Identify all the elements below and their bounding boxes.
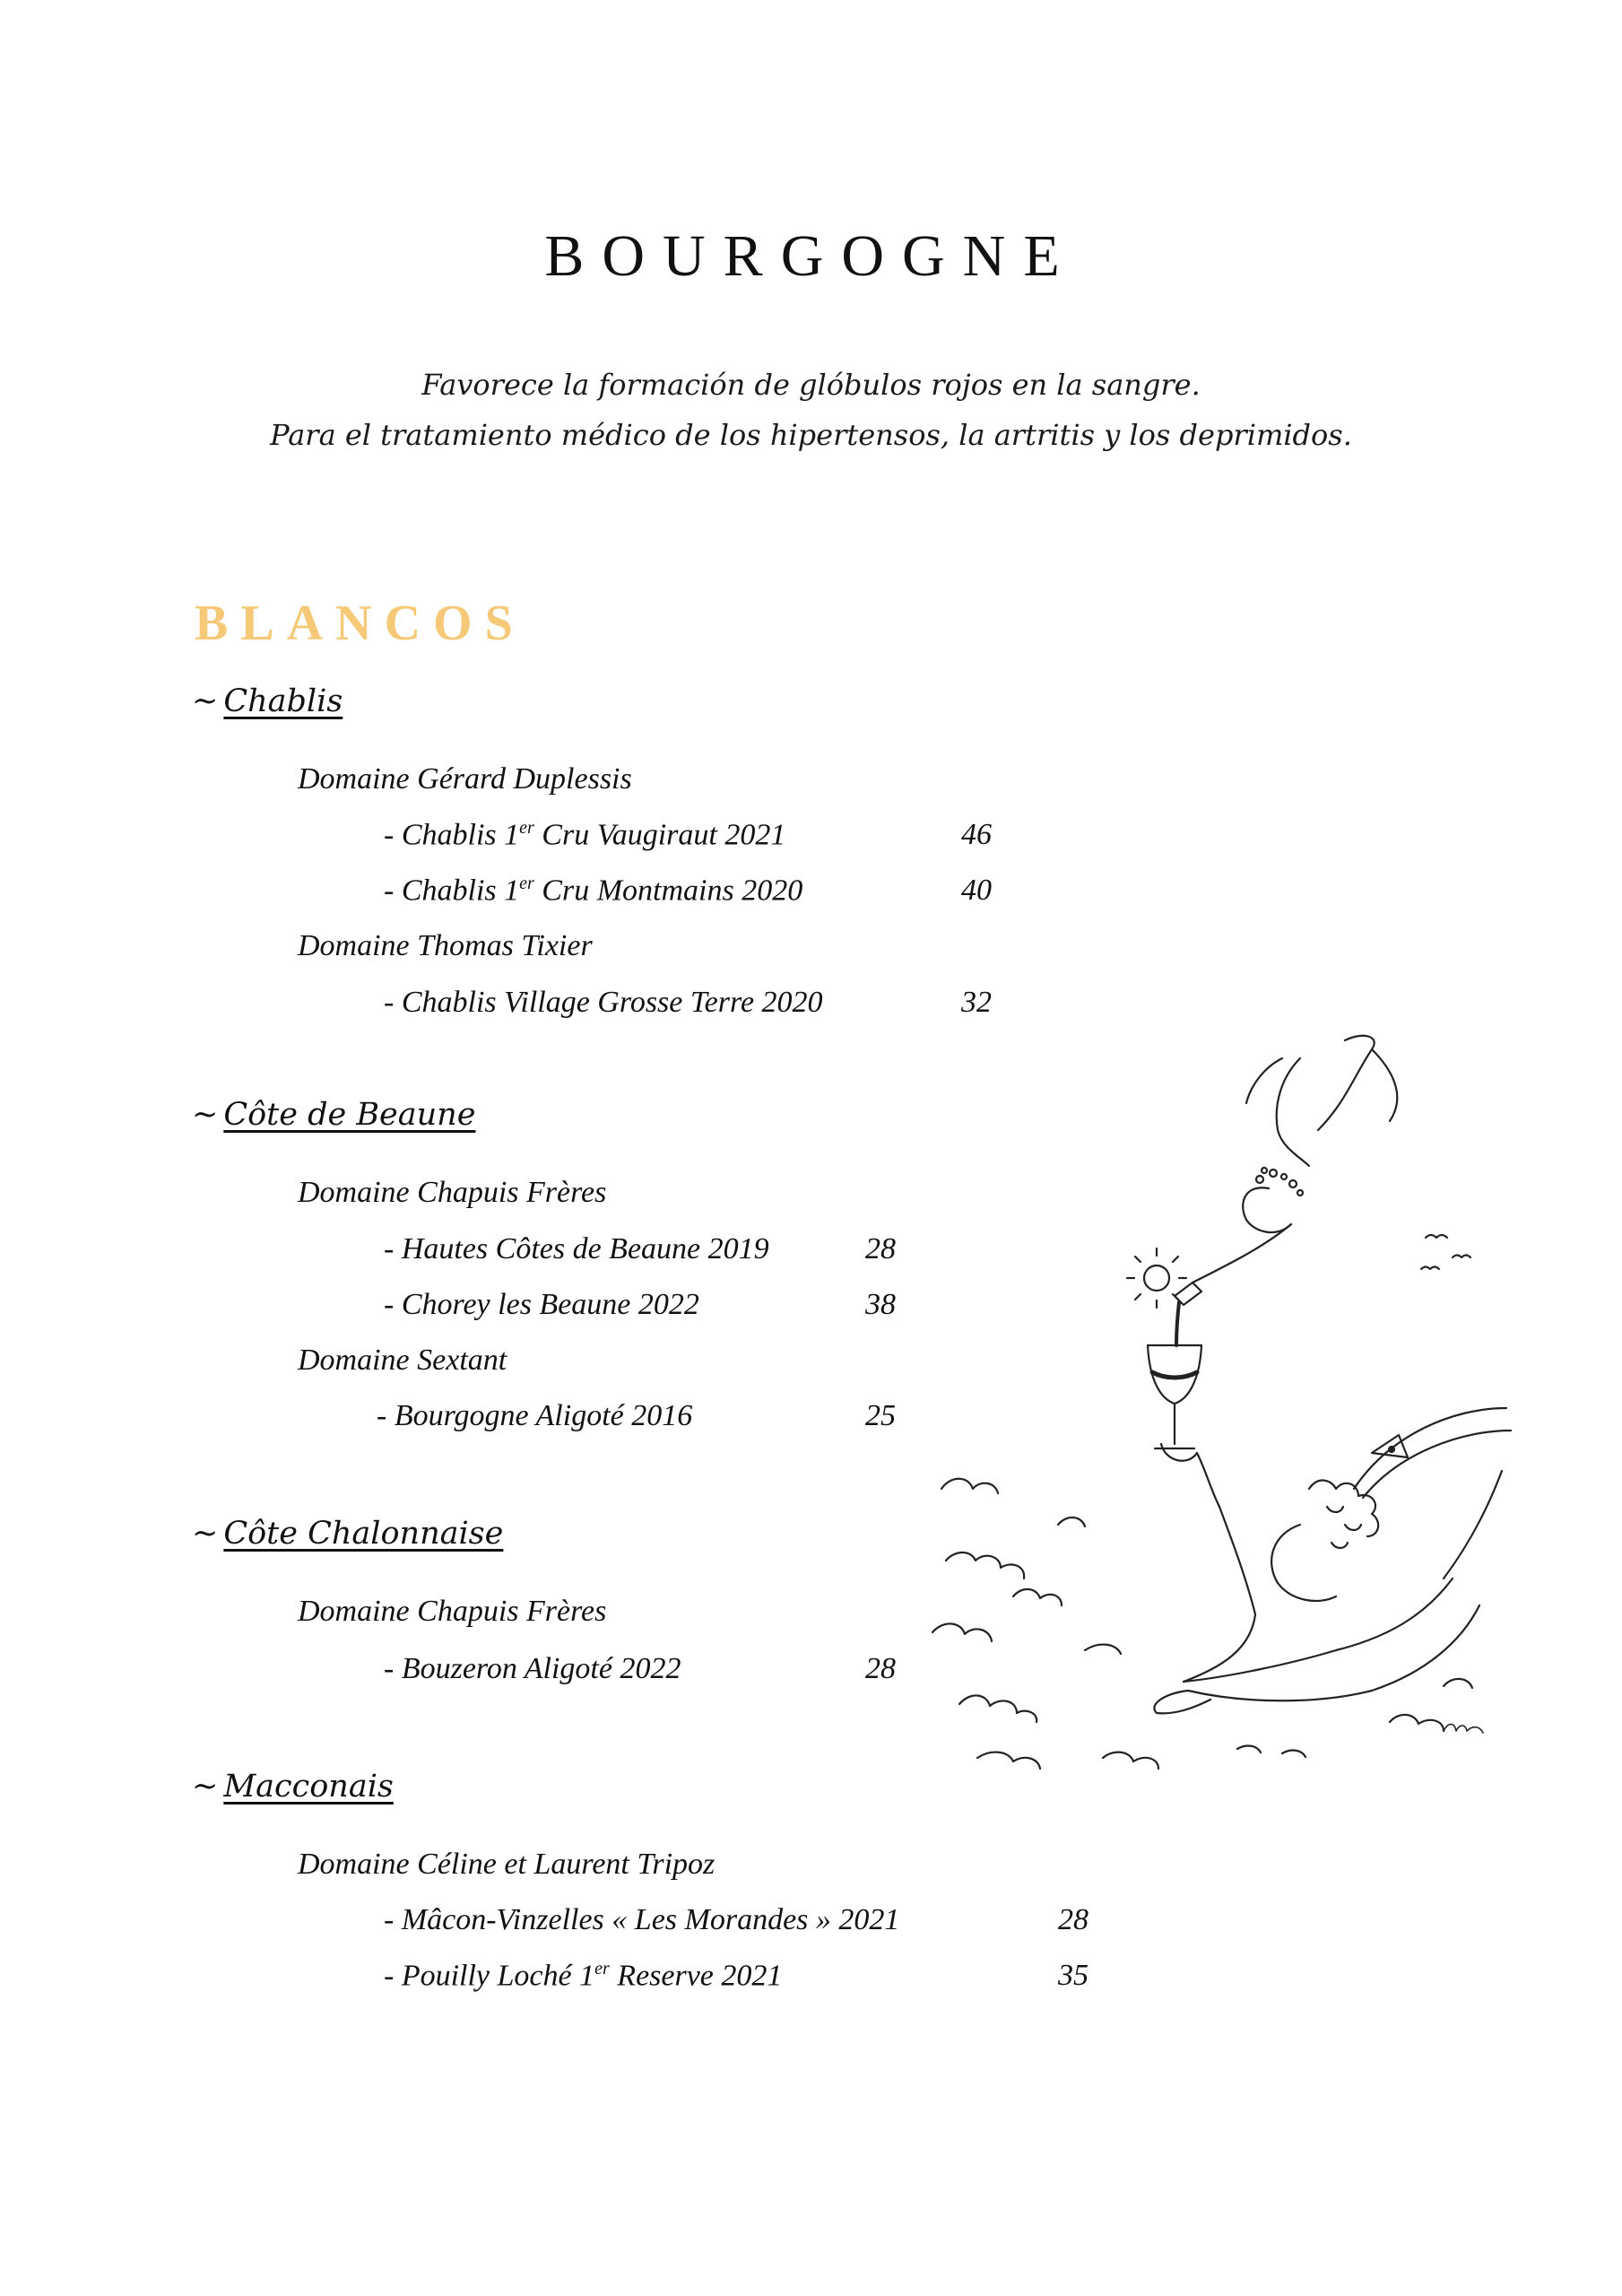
wine-price: 28 (1058, 1903, 1089, 1936)
domaine-name: Domaine Chapuis Frères (298, 1176, 607, 1209)
wine-name: - Chablis 1er Cru Montmains 2020 (384, 874, 803, 908)
tilde: ~ (192, 683, 219, 719)
wine-price: 35 (1058, 1959, 1089, 1992)
domaine-name: Domaine Gérard Duplessis (298, 762, 632, 796)
tilde: ~ (192, 1516, 219, 1552)
domaine-name: Domaine Sextant (298, 1344, 507, 1377)
wine-price: 28 (865, 1652, 896, 1685)
subtitle-line-2: Para el tratamiento médico de los hipertensos, la artritis y los deprimidos. (270, 418, 1352, 452)
wine-name: - Hautes Côtes de Beaune 2019 (384, 1232, 769, 1265)
wine-name: - Bouzeron Aligoté 2022 (384, 1652, 681, 1685)
region-name: Côte de Beaune (223, 1097, 476, 1133)
region-heading-cote-chalonnaise (192, 1516, 503, 1552)
wine-price: 25 (865, 1399, 896, 1432)
wine-price: 32 (961, 986, 992, 1019)
page-title: BOURGOGNE (544, 223, 1078, 289)
angel-pouring-wine-illustration (924, 1022, 1515, 1830)
wine-price: 28 (865, 1232, 896, 1265)
wine-name: - Chablis Village Grosse Terre 2020 (384, 986, 823, 1019)
region-heading-cote-de-beaune (192, 1097, 475, 1133)
wine-price: 38 (865, 1288, 896, 1321)
wine-name: - Mâcon-Vinzelles « Les Morandes » 2021 (384, 1903, 900, 1936)
wine-name: - Pouilly Loché 1er Reserve 2021 (384, 1959, 783, 1993)
tilde: ~ (192, 1097, 219, 1133)
region-name: Côte Chalonnaise (223, 1516, 504, 1552)
wine-name: - Bourgogne Aligoté 2016 (377, 1399, 693, 1432)
wine-name: - Chablis 1er Cru Vaugiraut 2021 (384, 818, 786, 852)
wine-name: - Chorey les Beaune 2022 (384, 1288, 699, 1321)
domaine-name: Domaine Céline et Laurent Tripoz (298, 1848, 716, 1881)
section-heading-blancos: BLANCOS (195, 596, 525, 651)
region-heading-macconais (192, 1769, 394, 1805)
region-name: Macconais (223, 1769, 394, 1805)
wine-price: 40 (961, 874, 992, 907)
domaine-name: Domaine Chapuis Frères (298, 1595, 607, 1628)
wine-price: 46 (961, 818, 992, 851)
region-name: Chablis (223, 683, 343, 719)
subtitle-line-1: Favorece la formación de glóbulos rojos en la sangre. (421, 368, 1201, 402)
tilde: ~ (192, 1769, 219, 1805)
domaine-name: Domaine Thomas Tixier (298, 929, 593, 962)
region-heading-chablis (192, 683, 343, 719)
